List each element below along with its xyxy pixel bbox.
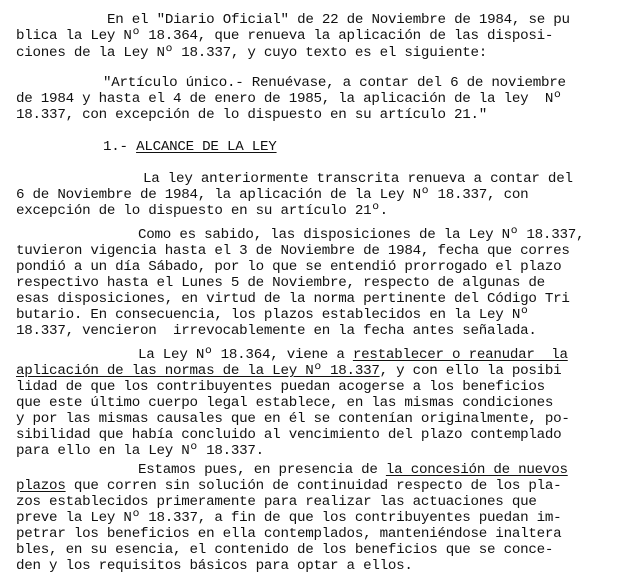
paragraph-text: pondió a un día Sábado, por lo que se entendió prorrogado el plazo — [16, 259, 562, 275]
paragraph-3-line-2 — [16, 363, 561, 379]
paragraph-3-line-6 — [16, 427, 561, 443]
paragraph-text: , y con ello la posibi — [379, 363, 562, 379]
paragraph-3-line-1 — [138, 347, 568, 363]
paragraph-text: para ello en la Ley Nº 18.337. — [16, 443, 264, 459]
quote-line-3 — [16, 107, 487, 123]
paragraph-2-line-4 — [16, 275, 545, 291]
paragraph-text: butario. En consecuencia, los plazos establecidos en la Ley Nº — [16, 307, 529, 323]
paragraph-text: den y los requisitos básicos para optar a ellos. — [16, 558, 413, 574]
underlined-phrase: aplicación de las normas de la Ley Nº 18.337 — [16, 363, 380, 379]
paragraph-text: tuvieron vigencia hasta el 3 de Noviembre de 1984, fecha que corres — [16, 243, 570, 259]
paragraph-text: que corren sin solución de continuidad respecto de los pla- — [65, 478, 562, 494]
paragraph-text: Estamos pues, en presencia de — [138, 462, 386, 478]
paragraph-2-line-1 — [138, 227, 584, 243]
paragraph-text: excepción de lo dispuesto en su artículo 21º. — [16, 203, 388, 219]
paragraph-4-line-6 — [16, 542, 553, 558]
paragraph-2-line-2 — [16, 243, 570, 259]
paragraph-1-line-3 — [16, 203, 388, 219]
underlined-phrase: restablecer o reanudar la — [352, 347, 568, 363]
quote-text: "Artículo único.- Renuévase, a contar del 6 de noviembre — [103, 75, 566, 91]
quote-text: de 1984 y hasta el 4 de enero de 1985, la aplicación de la ley Nº — [16, 91, 562, 107]
paragraph-2-line-3 — [16, 259, 561, 275]
paragraph-text: La Ley Nº 18.364, viene a — [138, 347, 353, 363]
underlined-phrase: plazos — [16, 478, 66, 494]
paragraph-text: y por las mismas causales que en él se contenían originalmente, po- — [16, 411, 570, 427]
paragraph-text: respectivo hasta el Lunes 5 de Noviembre, respecto de algunas de — [16, 275, 545, 291]
paragraph-text: sibilidad que había concluido al vencimiento del plazo contemplado — [16, 427, 562, 443]
paragraph-text: petrar los beneficios en ella contemplados, manteniéndose inaltera — [16, 526, 562, 542]
quote-text: 18.337, con excepción de lo dispuesto en su artículo 21." — [16, 107, 488, 123]
paragraph-text: La ley anteriormente transcrita renueva a contar del — [143, 171, 573, 187]
paragraph-2-line-5 — [16, 291, 570, 307]
intro-text: blica la Ley Nº 18.364, que renueva la aplicación de las disposi- — [16, 28, 554, 44]
paragraph-3-line-3 — [16, 379, 545, 395]
underlined-phrase: la concesión de nuevos — [385, 462, 568, 478]
paragraph-text: 18.337, vencieron irrevocablemente en la fecha antes señalada. — [16, 323, 537, 339]
paragraph-2-line-7 — [16, 323, 537, 339]
paragraph-1-line-1 — [143, 171, 573, 187]
paragraph-3-line-5 — [16, 411, 570, 427]
paragraph-4-line-5 — [16, 526, 561, 542]
paragraph-text: 6 de Noviembre de 1984, la aplicación de la Ley Nº 18.337, con — [16, 187, 529, 203]
intro-line-2 — [16, 28, 553, 44]
paragraph-text: que este último cuerpo legal establece, en las mismas condiciones — [16, 395, 554, 411]
paragraph-2-line-6 — [16, 307, 528, 323]
paragraph-3-line-4 — [16, 395, 553, 411]
paragraph-1-line-2 — [16, 187, 528, 203]
paragraph-text: Como es sabido, las disposiciones de la Ley Nº 18.337, — [138, 227, 585, 243]
paragraph-4-line-2 — [16, 478, 561, 494]
intro-text: En el "Diario Oficial" de 22 de Noviembre de 1984, se pu — [107, 12, 570, 28]
paragraph-text: zos establecidos primeramente para realizar las actuaciones que — [16, 494, 537, 510]
paragraph-text: esas disposiciones, en virtud de la norma pertinente del Código Tri — [16, 291, 570, 307]
section-title: ALCANCE DE LA LEY — [136, 139, 277, 155]
intro-line-3 — [16, 45, 487, 61]
section-number: 1.- — [103, 139, 128, 155]
quote-line-2 — [16, 91, 561, 107]
paragraph-text: bles, en su esencia, el contenido de los beneficios que se conce- — [16, 542, 554, 558]
paragraph-4-line-3 — [16, 494, 537, 510]
paragraph-4-line-4 — [16, 510, 561, 526]
paragraph-3-line-7 — [16, 443, 264, 459]
section-heading — [103, 139, 277, 155]
paragraph-text: preve la Ley Nº 18.337, a fin de que los contribuyentes puedan im- — [16, 510, 562, 526]
paragraph-text: lidad de que los contribuyentes puedan acogerse a los beneficios — [16, 379, 545, 395]
quote-line-1 — [103, 75, 566, 91]
intro-line-1 — [107, 12, 570, 28]
paragraph-4-line-7 — [16, 558, 413, 574]
intro-text: ciones de la Ley Nº 18.337, y cuyo texto es el siguiente: — [16, 45, 488, 61]
paragraph-4-line-1 — [138, 462, 568, 478]
